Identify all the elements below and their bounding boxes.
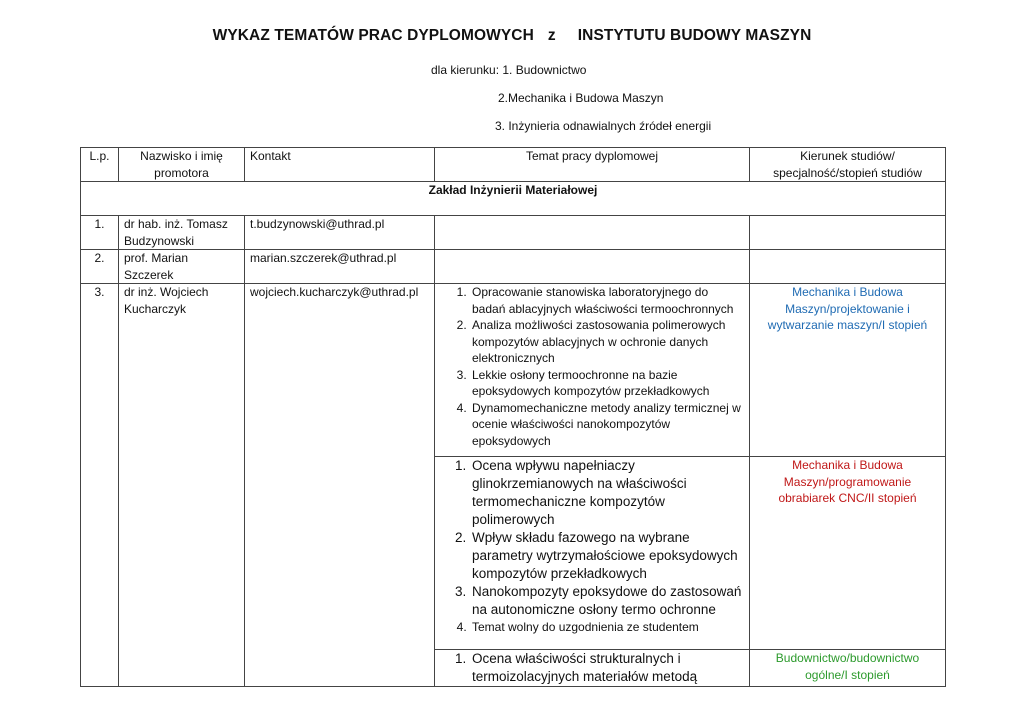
department-row: [81, 182, 946, 216]
topic-list-2: [440, 457, 744, 635]
header-contact: Kontakt: [245, 148, 435, 182]
topic-cell-group-3: [435, 650, 750, 687]
row-topic: [435, 250, 750, 284]
row-direction: [750, 216, 946, 250]
topic-list-3: [440, 650, 744, 686]
title-part-3: INSTYTUTU BUDOWY MASZYN: [577, 27, 812, 44]
thesis-topics-table: [80, 147, 946, 687]
title-part-2: z: [547, 27, 556, 44]
row-contact: marian.szczerek@uthrad.pl: [245, 250, 435, 284]
direction-cell-group-3: Budownictwo/budownictwo ogólne/I stopień: [750, 650, 946, 687]
topic-item: 1. Ocena właściwości strukturalnych i termoizolacyjnych materiałów metodą: [470, 650, 744, 686]
topic-item: 2. Analiza możliwości zastosowania polimerowych kompozytów ablacyjnych w ochronie danych elektronicznych: [470, 317, 744, 367]
header-topic: Temat pracy dyplomowej: [435, 148, 750, 182]
row-lp: 3.: [81, 284, 119, 687]
row-promoter: dr inż. Wojciech Kucharczyk: [119, 284, 245, 687]
subtitle-line-3: 3. Inżynieria odnawialnych źródeł energii: [495, 119, 712, 133]
topic-item: 1. Opracowanie stanowiska laboratoryjnego do badań ablacyjnych właściwości termoochronnych: [470, 284, 744, 317]
topic-item: 3. Nanokompozyty epoksydowe do zastosowań na autonomiczne osłony termo ochronne: [470, 583, 744, 619]
table-row: [81, 216, 946, 250]
row-contact: wojciech.kucharczyk@uthrad.pl: [245, 284, 435, 687]
row-lp: 2.: [81, 250, 119, 284]
subtitle-line-1: dla kierunku: 1. Budownictwo: [431, 63, 587, 77]
header-direction: Kierunek studiów/ specjalność/stopień studiów: [750, 148, 946, 182]
document-title: [0, 27, 1024, 45]
topic-cell-group-1: [435, 284, 750, 457]
subtitle-line-2: 2.Mechanika i Budowa Maszyn: [498, 91, 664, 105]
topic-item: 1. Ocena wpływu napełniaczy glinokrzemianowych na właściwości termomechaniczne kompozytów polimerowych: [470, 457, 744, 529]
topic-cell-group-2: [435, 457, 750, 650]
topic-list-1: [440, 284, 744, 449]
header-row: [81, 148, 946, 182]
topic-item: 2. Wpływ składu fazowego na wybrane parametry wytrzymałościowe epoksydowych kompozytów przekładkowych: [470, 529, 744, 583]
row-lp: 1.: [81, 216, 119, 250]
topic-item: 4. Temat wolny do uzgodnienia ze studentem: [470, 619, 744, 635]
row-promoter: prof. Marian Szczerek: [119, 250, 245, 284]
row-promoter: dr hab. inż. Tomasz Budzynowski: [119, 216, 245, 250]
title-part-1: WYKAZ TEMATÓW PRAC DYPLOMOWYCH: [212, 27, 534, 44]
direction-cell-group-1: Mechanika i Budowa Maszyn/projektowanie i wytwarzanie maszyn/I stopień: [750, 284, 946, 457]
row-topic: [435, 216, 750, 250]
row-contact: t.budzynowski@uthrad.pl: [245, 216, 435, 250]
table-row: [81, 284, 946, 457]
table-row: [81, 250, 946, 284]
topic-item: 4. Dynamomechaniczne metody analizy termicznej w ocenie właściwości nanokompozytów epoksydowych: [470, 400, 744, 450]
direction-cell-group-2: Mechanika i Budowa Maszyn/programowanie obrabiarek CNC/II stopień: [750, 457, 946, 650]
topic-item: 3. Lekkie osłony termoochronne na bazie epoksydowych kompozytów przekładkowych: [470, 367, 744, 400]
row-direction: [750, 250, 946, 284]
department-name: Zakład Inżynierii Materiałowej: [81, 182, 946, 216]
header-name: Nazwisko i imię promotora: [119, 148, 245, 182]
header-lp: L.p.: [81, 148, 119, 182]
